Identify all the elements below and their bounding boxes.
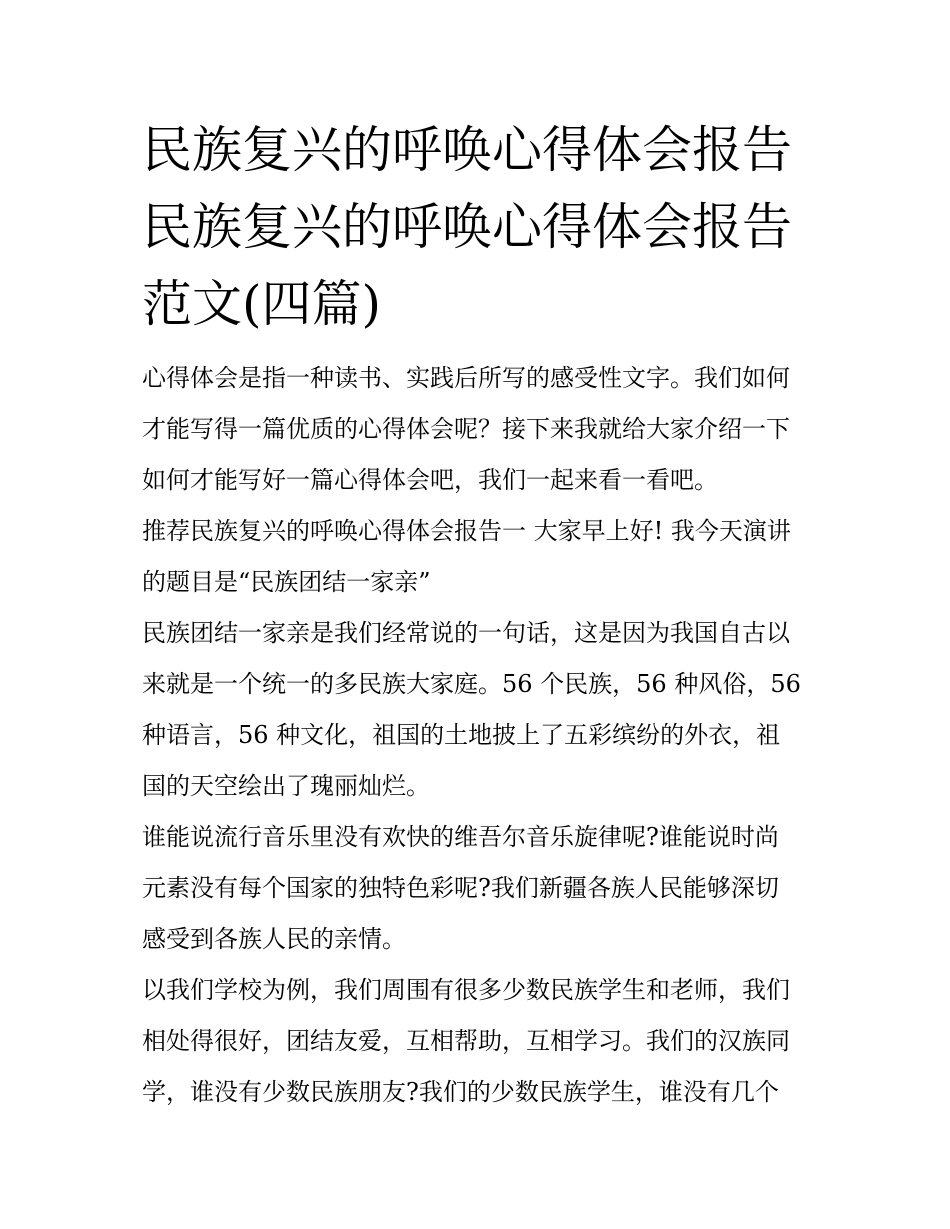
document-body: [142, 353, 822, 1118]
body-line: 民族团结一家亲是我们经常说的一句话，这是因为我国自古以: [142, 619, 790, 647]
title-line: 范文(四篇): [142, 275, 382, 333]
body-line: 元素没有每个国家的独特色彩呢?我们新疆各族人民能够深切: [142, 874, 779, 902]
body-line: 国的天空绘出了瑰丽灿烂。: [142, 772, 430, 800]
body-line: 如何才能写好一篇心得体会吧，我们一起来看一看吧。: [142, 466, 718, 494]
body-line: 种语言，56 种文化，祖国的土地披上了五彩缤纷的外衣，祖: [142, 721, 781, 749]
body-line: 学，谁没有少数民族朋友?我们的少数民族学生，谁没有几个: [142, 1078, 779, 1106]
body-line: 感受到各族人民的亲情。: [142, 925, 406, 953]
body-line: 相处得很好，团结友爱，互相帮助，互相学习。我们的汉族同: [142, 1027, 790, 1055]
body-line: 心得体会是指一种读书、实践后所写的感受性文字。我们如何: [142, 364, 790, 392]
body-line: 谁能说流行音乐里没有欢快的维吾尔音乐旋律呢?谁能说时尚: [142, 823, 779, 851]
body-line: 才能写得一篇优质的心得体会呢？接下来我就给大家介绍一下: [142, 415, 790, 443]
title-line: 民族复兴的呼唤心得体会报告: [142, 198, 792, 256]
body-line: 来就是一个统一的多民族大家庭。56 个民族，56 种风俗，56: [142, 670, 801, 698]
body-line: 的题目是“民族团结一家亲”: [142, 568, 431, 596]
document-title: [142, 112, 842, 343]
body-line: 推荐民族复兴的呼唤心得体会报告一 大家早上好! 我今天演讲: [142, 517, 791, 545]
title-line: 民族复兴的呼唤心得体会报告: [142, 121, 792, 179]
body-line: 以我们学校为例，我们周围有很多少数民族学生和老师，我们: [142, 976, 790, 1004]
